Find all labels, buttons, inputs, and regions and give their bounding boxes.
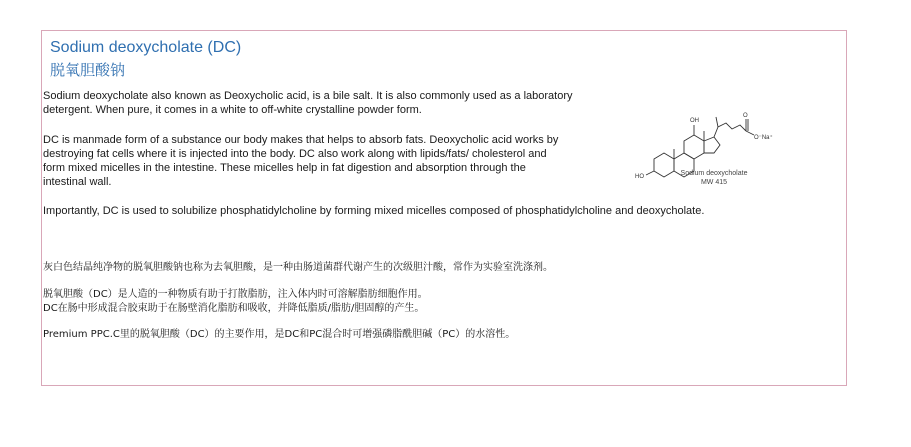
- paragraph-zh-function: 脱氧胆酸（DC）是人造的一种物质有助于打散脂肪，注入体内时可溶解脂肪细胞作用。 DC在肠中形成混合胶束助于在肠壁消化脂肪和吸收，并降低脂质/脂肪/胆固醇的产生。: [43, 289, 428, 314]
- paragraph-zh-premium: Premium PPC.C里的脱氧胆酸（DC）的主要作用，是DC和PC混合时可增强磷脂酰胆碱（PC）的水溶性。: [43, 329, 516, 340]
- paragraph-importance: Importantly, DC is used to solubilize phosphatidylcholine by forming mixed micelles composed of phosphatidylcholine and deoxycholate.: [43, 205, 705, 217]
- content-panel: [41, 30, 847, 386]
- oh-label: OH: [690, 118, 699, 124]
- molecule-name: Sodium deoxycholate: [680, 170, 748, 177]
- ho-label: HO: [635, 174, 644, 180]
- paragraph-intro: Sodium deoxycholate also known as Deoxycholic acid, is a bile salt. It is also commonly used as a laboratory detergent. When pure, it comes in a white to off-white crystalline powder form.: [43, 90, 573, 116]
- molecule-weight: MW 415: [700, 179, 728, 186]
- paragraph-function: DC is manmade form of a substance our body makes that helps to absorb fats. Deoxycholic acid works by destroying fat cells where it is injected into the body. DC also work along with lipids/fats/ cholesterol and form mixed micelles in the intestine. These micelles help in fat digestion and absorption through the intestinal wall.: [43, 134, 559, 188]
- salt-label: O⁻Na⁺: [754, 135, 773, 141]
- paragraph-zh-intro: 灰白色结晶纯净物的脱氧胆酸钠也称为去氧胆酸，是一种由肠道菌群代谢产生的次级胆汁酸，常作为实验室洗涤剂。: [43, 262, 553, 273]
- molecule-caption: [654, 169, 774, 187]
- title-english: Sodium deoxycholate (DC): [50, 39, 242, 56]
- title-chinese: 脱氧胆酸钠: [50, 61, 126, 79]
- carbonyl-label: O: [743, 113, 748, 119]
